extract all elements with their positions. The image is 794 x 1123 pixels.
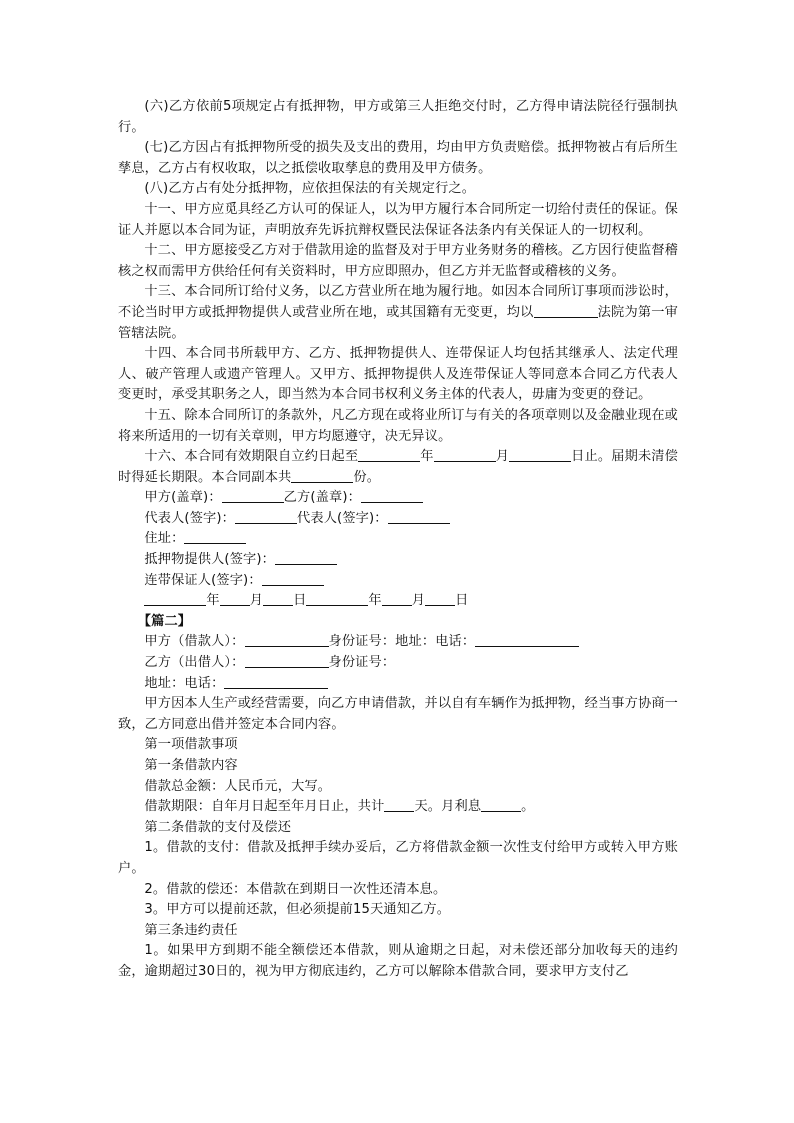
mortgagor-label: 抵押物提供人(签字)： <box>144 552 276 568</box>
interest-blank <box>481 797 521 812</box>
article-14: 十四、本合同书所载甲方、乙方、抵押物提供人、连带保证人均包括其继承人、法定代理人、破产管理人或遗产管理人。又甲方、抵押物提供人及连带保证人等同意本合同乙方代表人变更时，承受其职务之人，即当然为本合同书权利义务主体的代表人，毋庸为变更的登记。 <box>118 346 678 403</box>
date1-month-blank <box>220 591 250 606</box>
day-blank <box>509 447 571 462</box>
article-11: 十一、甲方应觅具经乙方认可的保证人，以为甲方履行本合同所定一切给付责任的保证。保证人并愿以本合同为证，声明放弃先诉抗辩权暨民法保证各法条内有关保证人的一切权利。 <box>118 201 678 238</box>
party-a-seal-blank <box>222 488 284 503</box>
clause-7: (七)乙方因占有抵押物所受的损失及支出的费用，均由甲方负责赔偿。抵押物被占有后所生孳息，乙方占有权收取，以之抵偿收取孳息的费用及甲方债务。 <box>118 140 678 176</box>
date2-day: 日 <box>455 593 469 609</box>
article-12: 十二、甲方愿接受乙方对于借款用途的监督及对于甲方业务财务的稽核。乙方因行使监督稽核之权而需甲方供给任何有关资料时，甲方应即照办，但乙方并无监督或稽核的义务。 <box>118 243 678 279</box>
lender-label: 乙方（出借人）： <box>144 655 245 671</box>
date2-month-blank <box>382 591 412 606</box>
copies-blank <box>291 468 353 483</box>
document-body <box>118 97 678 983</box>
article-3-heading: 第三条违约责任 <box>144 922 238 938</box>
article-2-heading: 第二条借款的支付及偿还 <box>144 819 292 835</box>
clause-8: (八)乙方占有处分抵押物，应依担保法的有关规定行之。 <box>144 181 476 197</box>
section-1-heading: 第一项借款事项 <box>144 737 238 753</box>
payment-item-2: 2。借款的偿还：本借款在到期日一次性还清本息。 <box>144 881 447 897</box>
month-blank <box>434 447 496 462</box>
year-label: 年 <box>420 449 434 465</box>
lender-id-label: 身份证号： <box>328 655 396 671</box>
article-13 <box>118 282 678 344</box>
date1-day: 日 <box>293 593 307 609</box>
month-label: 月 <box>495 449 510 465</box>
rep-b-blank <box>388 509 450 524</box>
address-blank <box>184 529 246 544</box>
guarantor-blank <box>262 571 324 586</box>
borrower-id-label: 身份证号：地址：电话： <box>328 634 476 650</box>
payment-item-3: 3。甲方可以提前还款，但必须提前15天通知乙方。 <box>144 902 451 918</box>
date2-year: 年 <box>368 593 382 609</box>
signature-line-address <box>118 529 678 550</box>
date1-month: 月 <box>249 593 264 609</box>
interest-label: 天。月利息 <box>414 799 482 815</box>
article-15: 十五、除本合同所订的条款外，凡乙方现在或将业所订与有关的各项章则以及金融业现在或将来所适用的一切有关章则，甲方均愿遵守，决无异议。 <box>118 407 678 444</box>
lender-address-line <box>118 674 678 695</box>
article-1-heading: 第一条借款内容 <box>144 758 238 773</box>
article-16 <box>118 447 678 488</box>
date1-year: 年 <box>206 593 220 609</box>
lender-address-label: 地址：电话： <box>144 675 225 691</box>
rep-b-label: 代表人(签字)： <box>297 510 388 526</box>
lender-line <box>118 653 678 674</box>
rep-a-blank <box>235 509 297 524</box>
intro-paragraph: 甲方因本人生产或经营需要，向乙方申请借款，并以自有车辆作为抵押物，经当事方协商一致，乙方同意出借并签定本合同内容。 <box>118 696 678 732</box>
loan-term-text: 借款期限：自年月日起至年月日止，共计 <box>144 799 385 815</box>
signature-line-representatives <box>118 509 678 530</box>
lender-blank <box>245 653 329 668</box>
court-blank <box>534 303 598 318</box>
year-blank <box>358 447 420 462</box>
rep-a-label: 代表人(签字)： <box>144 510 236 526</box>
date1-day-blank <box>263 591 293 606</box>
borrower-label: 甲方（借款人）： <box>144 634 245 650</box>
article-16-text-mid: 日止。届期未清偿时得延长期限。本合同副本共 <box>118 449 679 485</box>
days-blank <box>384 797 414 812</box>
violation-item-1: 1。如果甲方到期不能全额偿还本借款，则从逾期之日起，对未偿还部分加收每天的违约金，逾期超过30日的，视为甲方彻底违约，乙方可以解除本借款合同，要求甲方支付乙 <box>118 943 678 979</box>
article-16-text: 十六、本合同有效期限自立约日起至 <box>144 449 359 465</box>
loan-amount: 借款总金额：人民币元，大写。 <box>144 778 332 794</box>
party-b-seal-blank <box>361 488 423 503</box>
borrower-line <box>118 632 678 653</box>
loan-term-end: 。 <box>521 799 535 815</box>
date2-month: 月 <box>411 593 426 609</box>
mortgagor-blank <box>275 550 337 565</box>
signature-line-guarantor <box>118 571 678 592</box>
signature-line-mortgagor <box>118 550 678 571</box>
guarantor-label: 连带保证人(签字)： <box>144 572 262 588</box>
party-a-seal-label: 甲方(盖章)： <box>144 490 222 506</box>
copies-label: 份。 <box>353 469 381 485</box>
lender-phone-blank <box>224 674 328 689</box>
borrower-blank <box>245 632 329 647</box>
date1-year-blank <box>144 591 206 606</box>
article-13-text: 十三、本合同所订给付义务，以乙方营业所在地为履行地。如因本合同所订事项而涉讼时，不论当时甲方或抵押物提供人或营业所在地，或其国籍有无变更，均以 <box>118 284 678 320</box>
address-label: 住址： <box>144 531 185 547</box>
payment-item-1: 1。借款的支付：借款及抵押手续办妥后，乙方将借款金额一次性支付给甲方或转入甲方账户。 <box>118 840 678 876</box>
clause-6: (六)乙方依前5项规定占有抵押物，甲方或第三人拒绝交付时，乙方得申请法院径行强制执行。 <box>118 99 678 135</box>
section-heading-part2: 【篇二】 <box>137 613 192 629</box>
signature-line-dates <box>118 591 678 612</box>
date2-year-blank <box>306 591 368 606</box>
borrower-phone-blank <box>475 632 579 647</box>
date2-day-blank <box>425 591 455 606</box>
party-b-seal-label: 乙方(盖章)： <box>283 490 361 506</box>
article-13-text-end: 法院为第一审管辖法院。 <box>118 304 678 341</box>
signature-line-parties <box>118 488 678 509</box>
loan-term <box>118 797 678 818</box>
